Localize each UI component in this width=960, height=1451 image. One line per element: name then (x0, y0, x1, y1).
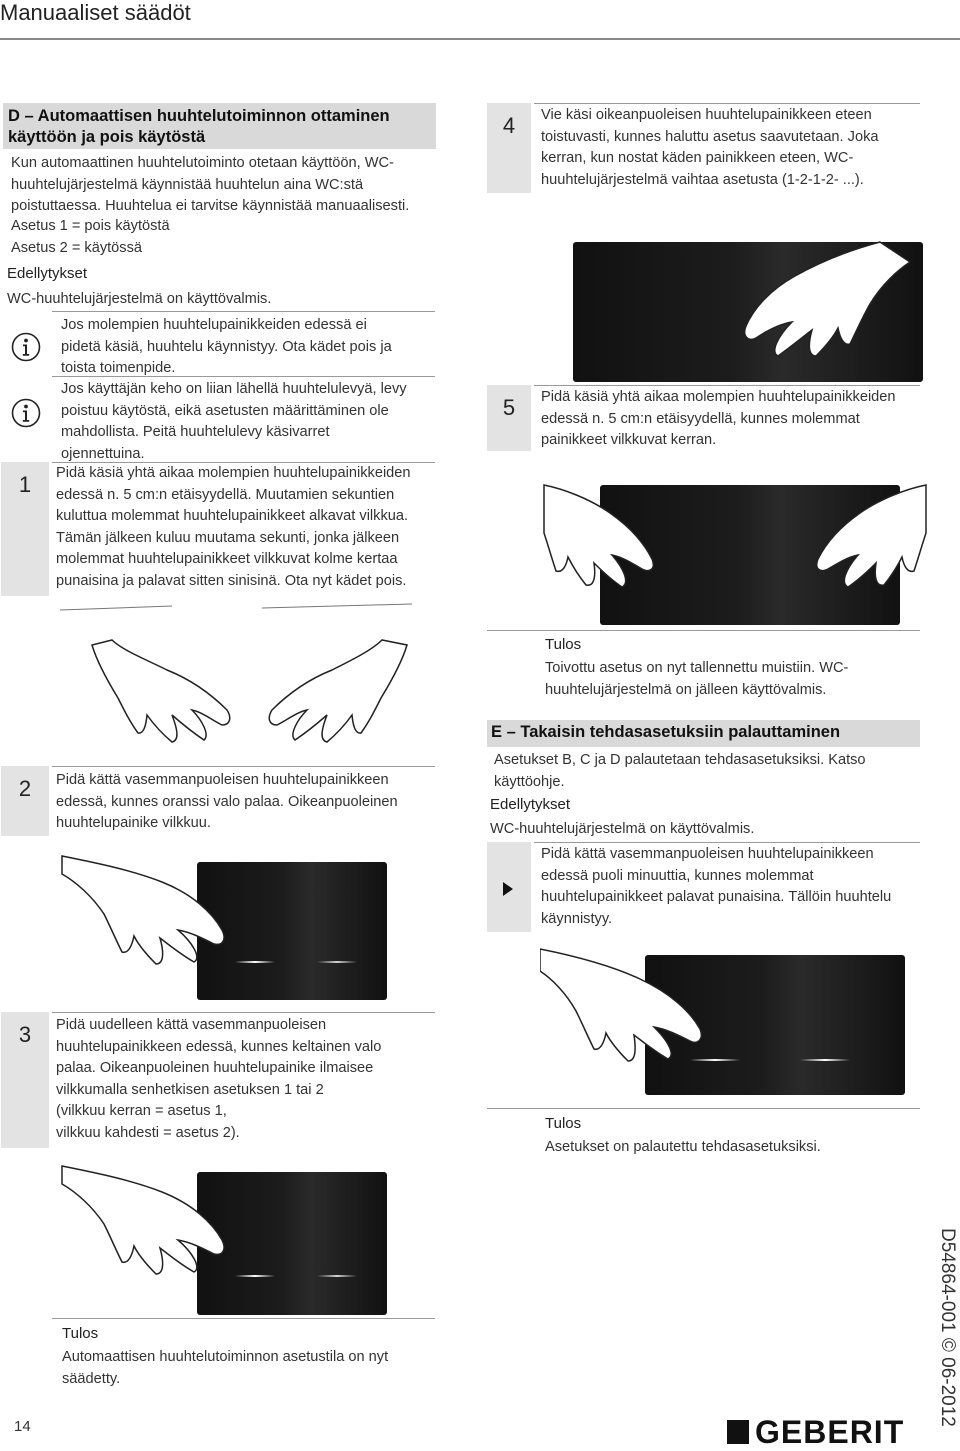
section-d-heading-line: käyttöön ja pois käytöstä (8, 128, 206, 146)
step-line: painikkeet vilkkuvat kerran. (541, 432, 717, 449)
divider (52, 311, 435, 312)
divider (487, 1108, 920, 1109)
intro-line: poistuttaessa. Huuhtelua ei tarvitse käynnistää manuaalisesti. (11, 198, 410, 215)
divider (52, 376, 435, 377)
prerequisites-text: WC-huuhtelujärjestelmä on käyttövalmis. (7, 291, 272, 307)
step-line: edessä, kunnes oranssi valo palaa. Oikeanpuoleinen (56, 793, 398, 810)
step-line: huuhtelupainikkeen edessä, kunnes keltainen valo (56, 1038, 382, 1055)
info-note-2 (61, 379, 441, 465)
step-line: edessä n. 5 cm:n etäisyydellä, kunnes molemmat (541, 410, 860, 427)
prerequisites-title: Edellytykset (490, 796, 571, 813)
setting-2-text: Asetus 2 = käytössä (11, 240, 143, 256)
geberit-logo (727, 1414, 917, 1450)
step-number-5: 5 (487, 385, 531, 451)
step-line: vilkkumalla senhetkisen asetuksen 1 tai 2 (56, 1081, 324, 1098)
result-text (545, 658, 925, 701)
step-number-1: 1 (1, 462, 49, 596)
action-step-box (487, 842, 531, 932)
step-line: palaa. Oikeanpuoleinen huuhtelupainike ilmaisee (56, 1060, 374, 1077)
brand-name: GEBERIT (755, 1414, 905, 1450)
divider (52, 1318, 435, 1319)
step-number-2: 2 (1, 766, 49, 836)
section-e-heading-text: E – Takaisin tehdasasetuksiin palauttaminen (491, 723, 841, 741)
step-line: Pidä kättä vasemmanpuoleisen huuhtelupainikkeen (56, 772, 389, 788)
step-line: edessä n. 5 cm:n etäisyydellä. Muutamien sekuntien (56, 486, 395, 503)
step-number-3: 3 (1, 1012, 49, 1148)
result-line: säädetty. (62, 1370, 121, 1387)
step-5-text (541, 387, 926, 452)
flush-plate-illustration (540, 232, 930, 382)
divider (534, 842, 920, 843)
step-line: Vie käsi oikeanpuoleisen huuhtelupainikkeen eteen (541, 107, 872, 123)
step-2-text (56, 770, 441, 835)
intro-line: huuhtelujärjestelmä käynnistää huuhtelun aina WC:stä (11, 176, 364, 193)
result-title: Tulos (545, 636, 582, 653)
header-divider (0, 38, 960, 40)
result-text (62, 1347, 442, 1390)
result-line: huuhtelujärjestelmä on jälleen käyttövalmis. (545, 681, 827, 698)
result-text: Asetukset on palautettu tehdasasetuksiksi. (545, 1139, 821, 1155)
info-line: Jos käyttäjän keho on liian lähellä huuhtelulevyä, levy (61, 381, 407, 397)
info-line: toista toimenpide. (61, 360, 176, 377)
hands-illustration (52, 600, 442, 755)
result-title: Tulos (545, 1115, 582, 1132)
step-4-text (541, 105, 926, 191)
info-note-1 (61, 315, 441, 380)
section-e-intro (494, 750, 924, 793)
step-line: molemmat huuhtelupainikkeet vilkkuvat kolme kertaa (56, 551, 398, 568)
step-line: Pidä kättä vasemmanpuoleisen huuhtelupainikkeen (541, 846, 874, 862)
divider (52, 766, 435, 767)
document-code-text: D54864-001 © 06-2012 (937, 1228, 958, 1427)
flush-plate-illustration (540, 935, 930, 1105)
step-line: Pidä käsiä yhtä aikaa molempien huuhtelupainikkeiden (56, 465, 411, 481)
divider (487, 630, 920, 631)
info-line: poistuu käytöstä, eikä asetusten määrittäminen ole (61, 402, 389, 419)
info-line: ojennettuina. (61, 445, 145, 462)
section-d-heading-line: D – Automaattisen huuhtelutoiminnon ottaminen (8, 107, 390, 125)
step-line: huuhtelupainike vilkkuu. (56, 815, 211, 832)
step-line: vilkkuu kahdesti = asetus 2). (56, 1124, 240, 1141)
result-line: Toivottu asetus on nyt tallennettu muistiin. WC- (545, 660, 849, 676)
page-title: Manuaaliset säädöt (0, 0, 191, 25)
step-line: kuluttua molemmat huuhtelupainikkeet alkavat vilkkua. (56, 508, 409, 525)
prerequisites-text: WC-huuhtelujärjestelmä on käyttövalmis. (490, 821, 755, 837)
hands-flush-plate-illustration (540, 455, 930, 625)
step-line: huuhtelujärjestelmä vaihtaa asetusta (1-2-1-2- ...). (541, 171, 864, 188)
step-line: punaisina ja palavat sitten sinisinä. Ota nyt kädet pois. (56, 572, 407, 589)
document-code (937, 1228, 958, 1427)
info-line: Jos molempien huuhtelupainikkeiden edessä ei (61, 317, 367, 333)
divider (52, 1012, 435, 1013)
step-line: kerran, kun nostat käden painikkeen eteen, WC- (541, 150, 854, 167)
page-number: 14 (14, 1418, 31, 1435)
section-d-heading (3, 103, 436, 149)
flush-plate-illustration (52, 1150, 442, 1315)
info-line: mahdollista. Peitä huuhtelulevy käsivarret (61, 424, 330, 441)
step-1-text (56, 463, 441, 593)
info-icon (11, 332, 41, 362)
step-line: käynnistyy. (541, 910, 613, 927)
logo-mark (727, 1420, 749, 1444)
info-icon (11, 398, 41, 428)
divider (534, 103, 920, 104)
flush-plate-illustration (52, 840, 442, 1000)
step-line: edessä puoli minuuttia, kunnes molemmat (541, 867, 814, 884)
step-line: Pidä käsiä yhtä aikaa molempien huuhtelupainikkeiden (541, 389, 896, 405)
section-e-heading (487, 720, 920, 747)
section-e-step-text (541, 844, 926, 930)
step-3-text (56, 1015, 441, 1145)
divider (534, 385, 920, 386)
step-number-4: 4 (487, 103, 531, 193)
section-d-intro (11, 153, 441, 218)
step-line: toistuvasti, kunnes haluttu asetus saavutetaan. Joka (541, 128, 879, 145)
prerequisites-title: Edellytykset (7, 265, 88, 282)
intro-line: käyttöohje. (494, 773, 565, 790)
step-line: Pidä uudelleen kättä vasemmanpuoleisen (56, 1017, 327, 1033)
result-line: Automaattisen huuhtelutoiminnon asetustila on nyt (62, 1349, 389, 1365)
info-line: pidetä käsiä, huuhtelu käynnistyy. Ota kädet pois ja (61, 338, 392, 355)
step-line: huuhtelupainikkeet palavat punaisina. Tällöin huuhtelu (541, 889, 892, 906)
step-line: Tämän jälkeen kuluu muutama sekunti, jonka jälkeen (56, 529, 400, 546)
intro-line: Asetukset B, C ja D palautetaan tehdasasetuksiksi. Katso (494, 752, 866, 768)
setting-1-text: Asetus 1 = pois käytöstä (11, 218, 170, 234)
step-line: (vilkkuu kerran = asetus 1, (56, 1103, 227, 1120)
result-title: Tulos (62, 1325, 99, 1342)
intro-line: Kun automaattinen huuhtelutoiminto otetaan käyttöön, WC- (11, 155, 394, 171)
play-arrow-icon (503, 882, 513, 896)
